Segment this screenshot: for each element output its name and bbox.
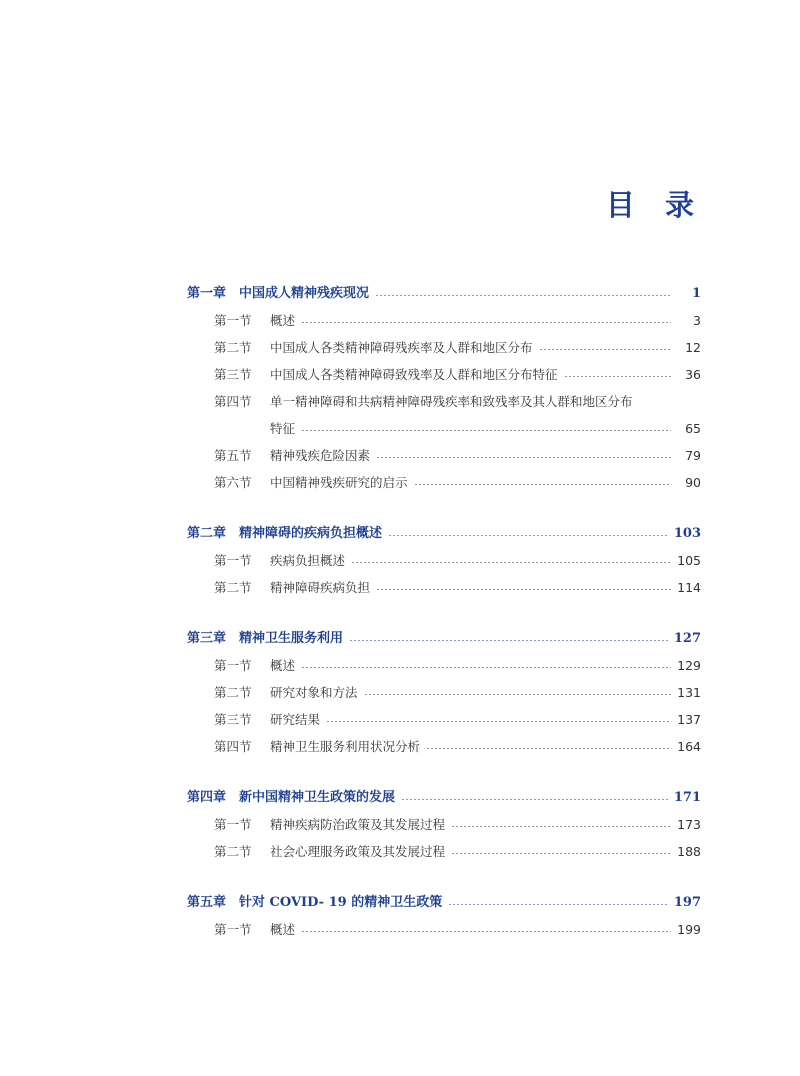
section-page: 129 [677,658,701,673]
dot-leader [448,904,668,905]
section-entry[interactable] [187,652,701,679]
section-title: 研究结果 [270,712,321,727]
dot-leader [539,349,671,350]
section-page: 12 [685,340,701,355]
section-page: 79 [685,448,701,463]
dot-leader [451,826,671,827]
section-page: 65 [685,421,701,436]
section-title: 中国精神残疾研究的启示 [270,475,408,490]
section-page: 188 [677,844,701,859]
section-entry[interactable] [187,334,701,361]
chapter-entry[interactable] [187,280,701,307]
chapter-page: 1 [691,286,701,301]
section-number: 第二节 [214,580,252,595]
chapter-block [187,280,701,496]
chapter-block [187,784,701,865]
dot-leader [376,589,671,590]
chapter-page: 197 [673,895,701,910]
chapter-number: 第二章 [187,526,227,541]
dot-leader [301,322,671,323]
dot-leader [301,430,671,431]
section-number: 第一节 [214,922,252,937]
section-entry[interactable] [187,679,701,706]
section-page: 199 [677,922,701,937]
section-page: 131 [677,685,701,700]
section-number: 第四节 [214,394,252,409]
table-of-contents [187,280,701,967]
chapter-number: 第五章 [187,895,227,910]
section-entry[interactable] [187,388,701,415]
dot-leader [301,667,671,668]
section-page: 114 [677,580,701,595]
section-entry[interactable] [187,838,701,865]
dot-leader [351,562,671,563]
section-number: 第二节 [214,340,252,355]
dot-leader [364,694,671,695]
section-entry[interactable] [187,361,701,388]
section-page: 105 [677,553,701,568]
chapter-block [187,625,701,760]
section-number: 第二节 [214,685,252,700]
section-entry[interactable] [187,574,701,601]
chapter-page: 171 [673,790,701,805]
section-page: 173 [677,817,701,832]
dot-leader [326,721,671,722]
section-title: 社会心理服务政策及其发展过程 [270,844,446,859]
section-title: 概述 [270,313,296,328]
chapter-entry[interactable] [187,784,701,811]
section-number: 第一节 [214,658,252,673]
section-number: 第一节 [214,553,252,568]
section-number: 第六节 [214,475,252,490]
dot-leader [375,295,671,296]
chapter-title: 针对 COVID- 19 的精神卫生政策 [239,895,443,910]
chapter-block [187,520,701,601]
toc-title: 目 录 [605,188,704,222]
section-title: 精神残疾危险因素 [270,448,371,463]
chapter-block [187,889,701,943]
section-title: 中国成人各类精神障碍致残率及人群和地区分布特征 [270,367,558,382]
section-number: 第二节 [214,844,252,859]
dot-leader [451,853,671,854]
dot-leader [376,457,671,458]
section-title: 精神障碍疾病负担 [270,580,371,595]
section-title: 疾病负担概述 [270,553,346,568]
section-entry[interactable] [187,469,701,496]
section-title: 精神疾病防治政策及其发展过程 [270,817,446,832]
section-number: 第五节 [214,448,252,463]
dot-leader [349,640,668,641]
chapter-entry[interactable] [187,889,701,916]
section-title: 概述 [270,922,296,937]
chapter-entry[interactable] [187,625,701,652]
section-page: 137 [677,712,701,727]
section-entry[interactable] [187,307,701,334]
chapter-number: 第一章 [187,286,227,301]
section-page: 90 [685,475,701,490]
section-number: 第三节 [214,712,252,727]
chapter-number: 第三章 [187,631,227,646]
dot-leader [401,799,668,800]
section-number: 第三节 [214,367,252,382]
section-page: 36 [685,367,701,382]
section-title: 概述 [270,658,296,673]
section-page: 164 [677,739,701,754]
section-entry[interactable] [187,442,701,469]
chapter-title: 中国成人精神残疾现况 [239,286,370,301]
section-number: 第四节 [214,739,252,754]
section-number: 第一节 [214,313,252,328]
section-title: 研究对象和方法 [270,685,358,700]
section-page: 3 [693,313,701,328]
chapter-title: 精神障碍的疾病负担概述 [239,526,383,541]
section-entry[interactable] [187,547,701,574]
section-entry[interactable] [187,706,701,733]
section-title: 精神卫生服务利用状况分析 [270,739,421,754]
section-entry[interactable] [187,733,701,760]
chapter-page: 103 [673,526,701,541]
chapter-entry[interactable] [187,520,701,547]
section-title: 单一精神障碍和共病精神障碍残疾率和致残率及其人群和地区分布 [270,394,633,409]
section-entry[interactable] [187,811,701,838]
section-number: 第一节 [214,817,252,832]
dot-leader [414,484,671,485]
section-entry-continued[interactable] [187,415,701,442]
dot-leader [301,931,671,932]
section-title: 中国成人各类精神障碍残疾率及人群和地区分布 [270,340,533,355]
dot-leader [564,376,671,377]
chapter-number: 第四章 [187,790,227,805]
section-title-continued: 特征 [270,421,296,436]
dot-leader [426,748,671,749]
chapter-title: 精神卫生服务利用 [239,631,344,646]
dot-leader [388,535,668,536]
section-entry[interactable] [187,916,701,943]
chapter-page: 127 [673,631,701,646]
chapter-title: 新中国精神卫生政策的发展 [239,790,396,805]
